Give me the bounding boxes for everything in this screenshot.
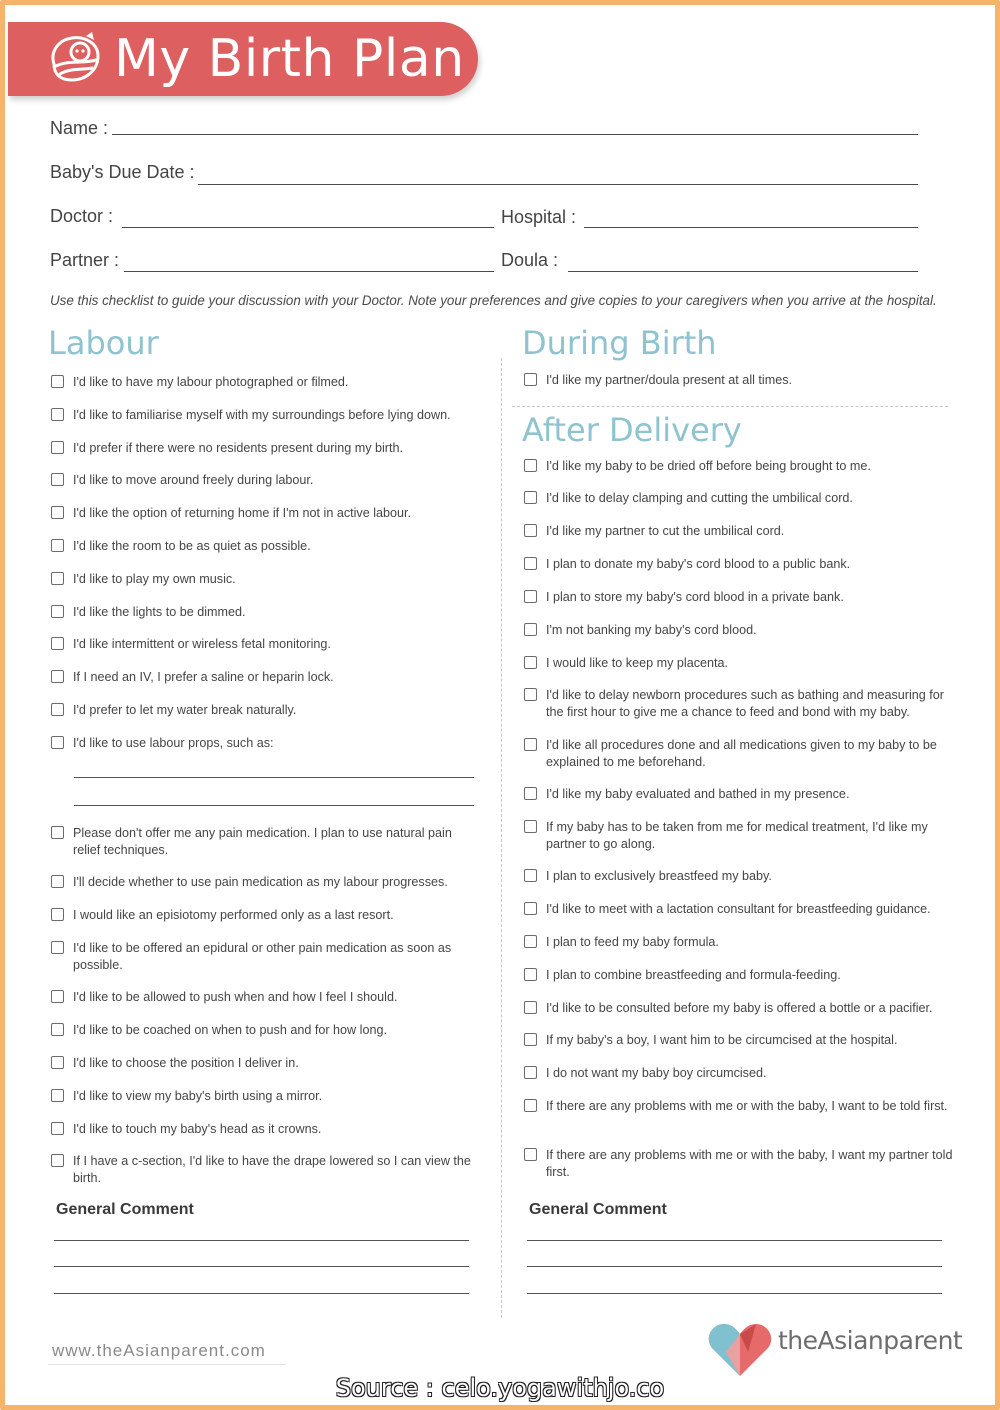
after-delivery-item[interactable] xyxy=(524,934,954,951)
labour-item[interactable] xyxy=(51,374,471,391)
labour-pain-item-label: I'll decide whether to use pain medication as my labour progresses. xyxy=(73,875,448,889)
checkbox[interactable] xyxy=(524,491,537,504)
after-delivery-item[interactable] xyxy=(524,622,954,639)
checkbox[interactable] xyxy=(524,524,537,537)
swaddled-baby-icon xyxy=(46,30,104,84)
after-delivery-item-label: I'd like to delay clamping and cutting the umbilical cord. xyxy=(546,491,853,505)
checkbox[interactable] xyxy=(51,908,64,921)
checkbox[interactable] xyxy=(51,473,64,486)
checkbox[interactable] xyxy=(51,1122,64,1135)
footer-url[interactable]: www.theAsianparent.com xyxy=(52,1341,266,1360)
labour-item-label: I'd like to have my labour photographed or filmed. xyxy=(73,375,349,389)
after-delivery-item-label: I plan to exclusively breastfeed my baby. xyxy=(546,869,772,883)
footer-underline xyxy=(48,1364,286,1365)
checkbox[interactable] xyxy=(524,902,537,915)
after-delivery-item-label: I would like to keep my placenta. xyxy=(546,656,729,670)
after-delivery-item[interactable] xyxy=(524,737,954,770)
after-delivery-item-label: I'd like my baby to be dried off before being brought to me. xyxy=(546,459,871,473)
labour-item-label: I'd like to familiarise myself with my surroundings before lying down. xyxy=(73,408,451,422)
checkbox[interactable] xyxy=(524,590,537,603)
checkbox[interactable] xyxy=(51,941,64,954)
during-birth-item[interactable] xyxy=(524,372,954,389)
checkbox[interactable] xyxy=(524,1099,537,1112)
doctor-label: Doctor : xyxy=(50,206,114,226)
labour-item-label: I'd like to use labour props, such as: xyxy=(73,736,274,750)
checkbox[interactable] xyxy=(524,1033,537,1046)
labour-pain-item-label: Please don't offer me any pain medication. I plan to use natural pain relief techniques. xyxy=(73,826,452,857)
labour-item-label: I'd like to play my own music. xyxy=(73,572,236,586)
heart-logo-icon xyxy=(708,1322,772,1378)
labour-comment-line-1[interactable] xyxy=(54,1240,469,1241)
after-delivery-item[interactable] xyxy=(524,458,954,475)
labour-pain-item[interactable] xyxy=(51,940,471,973)
checkbox[interactable] xyxy=(51,1023,64,1036)
after-delivery-comment-line-2[interactable] xyxy=(527,1266,942,1267)
due-date-field[interactable] xyxy=(198,184,918,185)
after-delivery-item[interactable] xyxy=(524,655,954,672)
labour-item-label: I'd prefer if there were no residents present during my birth. xyxy=(73,441,404,455)
checkbox[interactable] xyxy=(51,605,64,618)
labour-item-label: I'd like to move around freely during labour. xyxy=(73,473,314,487)
labour-item-label: I'd like intermittent or wireless fetal monitoring. xyxy=(73,637,331,651)
after-delivery-item-label: I plan to store my baby's cord blood in a private bank. xyxy=(546,590,844,604)
labour-item[interactable] xyxy=(51,702,471,719)
checkbox[interactable] xyxy=(524,738,537,751)
checkbox[interactable] xyxy=(51,1056,64,1069)
checkbox[interactable] xyxy=(524,656,537,669)
checkbox[interactable] xyxy=(51,572,64,585)
checkbox[interactable] xyxy=(524,623,537,636)
name-field[interactable] xyxy=(112,134,918,135)
labour-pain-item-label: I'd like to choose the position I deliver in. xyxy=(73,1056,299,1070)
after-delivery-item[interactable] xyxy=(524,556,954,573)
doctor-field[interactable] xyxy=(122,227,494,228)
checkbox[interactable] xyxy=(51,736,64,749)
labour-pain-item[interactable] xyxy=(51,1022,471,1039)
checkbox[interactable] xyxy=(524,935,537,948)
after-delivery-item-label: I plan to donate my baby's cord blood to a public bank. xyxy=(546,557,851,571)
labour-pain-item-label: I'd like to be coached on when to push and for how long. xyxy=(73,1023,387,1037)
checkbox[interactable] xyxy=(51,375,64,388)
after-delivery-item[interactable] xyxy=(524,967,954,984)
after-delivery-item[interactable] xyxy=(524,786,954,803)
labour-pain-item-label: I'd like to touch my baby's head as it crowns. xyxy=(73,1122,322,1136)
labour-comment-line-3[interactable] xyxy=(54,1293,469,1294)
labour-pain-item[interactable] xyxy=(51,1055,471,1072)
after-delivery-item-label: If there are any problems with me or with the baby, I want to be told first. xyxy=(546,1099,948,1113)
labour-item[interactable] xyxy=(51,505,471,522)
labour-pain-item[interactable] xyxy=(51,1121,471,1138)
after-delivery-item-label: I'd like to be consulted before my baby is offered a bottle or a pacifier. xyxy=(546,1001,933,1015)
checkbox[interactable] xyxy=(51,441,64,454)
after-delivery-item-label: I do not want my baby boy circumcised. xyxy=(546,1066,767,1080)
after-delivery-item-label: I'd like to meet with a lactation consultant for breastfeeding guidance. xyxy=(546,902,931,916)
column-divider xyxy=(501,358,502,1318)
labour-heading: Labour xyxy=(48,324,159,362)
after-delivery-item[interactable] xyxy=(524,819,954,852)
after-delivery-item-label: I'm not banking my baby's cord blood. xyxy=(546,623,757,637)
after-delivery-item[interactable] xyxy=(524,1098,954,1115)
labour-comment-line-2[interactable] xyxy=(54,1266,469,1267)
after-delivery-item-label: If my baby has to be taken from me for medical treatment, I'd like my partner to go along. xyxy=(546,820,928,851)
source-watermark: Source : celo.yogawithjo.co xyxy=(335,1374,665,1402)
labour-item[interactable] xyxy=(51,669,471,686)
checkbox[interactable] xyxy=(524,820,537,833)
checkbox[interactable] xyxy=(51,408,64,421)
labour-pain-item-label: I'd like to be allowed to push when and how I feel I should. xyxy=(73,990,398,1004)
labour-pain-item[interactable] xyxy=(51,1088,471,1105)
intro-text: Use this checklist to guide your discussion with your Doctor. Note your preferences and give copies to your caregivers when you arrive at the hospital. xyxy=(50,293,937,308)
after-delivery-item-label: I'd like my baby evaluated and bathed in my presence. xyxy=(546,787,850,801)
labour-item[interactable] xyxy=(51,571,471,588)
checkbox[interactable] xyxy=(524,968,537,981)
checkbox[interactable] xyxy=(51,637,64,650)
labour-props-line-1[interactable] xyxy=(74,777,474,778)
after-delivery-item-label: I'd like my partner to cut the umbilical cord. xyxy=(546,524,785,538)
checkbox[interactable] xyxy=(51,539,64,552)
after-delivery-comment-label: General Comment xyxy=(529,1201,667,1218)
after-delivery-item[interactable] xyxy=(524,1000,954,1017)
checkbox[interactable] xyxy=(524,787,537,800)
section-divider xyxy=(512,406,948,407)
labour-item-label: I'd prefer to let my water break naturally. xyxy=(73,703,297,717)
labour-pain-item[interactable] xyxy=(51,1153,471,1186)
checkbox[interactable] xyxy=(51,506,64,519)
after-delivery-item[interactable] xyxy=(524,868,954,885)
labour-pain-item[interactable] xyxy=(51,989,471,1006)
checkbox[interactable] xyxy=(524,1066,537,1079)
after-delivery-item[interactable] xyxy=(524,1032,954,1049)
labour-item[interactable] xyxy=(51,538,471,555)
labour-item-label: I'd like the option of returning home if I'm not in active labour. xyxy=(73,506,412,520)
labour-pain-item[interactable] xyxy=(51,825,471,858)
after-delivery-item-label: I plan to feed my baby formula. xyxy=(546,935,719,949)
after-delivery-heading: After Delivery xyxy=(522,411,742,449)
checkbox[interactable] xyxy=(51,826,64,839)
after-delivery-item[interactable] xyxy=(524,901,954,918)
checkbox[interactable] xyxy=(51,1089,64,1102)
after-delivery-comment-line-3[interactable] xyxy=(527,1293,942,1294)
labour-pain-item-label: If I have a c-section, I'd like to have the drape lowered so I can view the birth. xyxy=(73,1154,471,1185)
after-delivery-item[interactable] xyxy=(524,1065,954,1082)
labour-pain-item-label: I'd like to view my baby's birth using a mirror. xyxy=(73,1089,323,1103)
after-delivery-comment-line-1[interactable] xyxy=(527,1240,942,1241)
labour-item[interactable] xyxy=(51,735,471,752)
after-delivery-item[interactable] xyxy=(524,490,954,507)
checkbox[interactable] xyxy=(524,1148,537,1161)
after-delivery-item-label: If my baby's a boy, I want him to be circumcised at the hospital. xyxy=(546,1033,898,1047)
labour-pain-item-label: I'd like to be offered an epidural or other pain medication as soon as possible. xyxy=(73,941,452,972)
labour-item-label: If I need an IV, I prefer a saline or heparin lock. xyxy=(73,670,334,684)
labour-comment-label: General Comment xyxy=(56,1201,194,1218)
after-delivery-item[interactable] xyxy=(524,523,954,540)
checkbox[interactable] xyxy=(51,670,64,683)
checkbox[interactable] xyxy=(524,869,537,882)
name-label: Name : xyxy=(50,118,109,138)
labour-item-label: I'd like the room to be as quiet as possible. xyxy=(73,539,311,553)
checkbox[interactable] xyxy=(51,703,64,716)
labour-item[interactable] xyxy=(51,407,471,424)
after-delivery-item-label: I'd like all procedures done and all medications given to my baby to be explained to me beforehand. xyxy=(546,738,937,769)
doula-field[interactable] xyxy=(568,271,918,272)
doula-label: Doula : xyxy=(501,250,559,270)
labour-item-label: I'd like the lights to be dimmed. xyxy=(73,605,246,619)
checkbox[interactable] xyxy=(51,875,64,888)
after-delivery-item[interactable] xyxy=(524,589,954,606)
partner-field[interactable] xyxy=(124,271,494,272)
after-delivery-item-label: I'd like to delay newborn procedures such as bathing and measuring for the first hour to give me a chance to feed and bond with my baby. xyxy=(546,688,944,719)
after-delivery-item-label: If there are any problems with me or with the baby, I want my partner told first. xyxy=(546,1148,953,1179)
after-delivery-item[interactable] xyxy=(524,1147,954,1180)
labour-props-line-2[interactable] xyxy=(74,805,474,806)
brand-logo-text: theAsianparent xyxy=(778,1326,963,1355)
checkbox[interactable] xyxy=(51,1154,64,1167)
page-title: My Birth Plan xyxy=(114,29,465,89)
checkbox[interactable] xyxy=(524,1001,537,1014)
labour-pain-item-label: I would like an episiotomy performed only as a last resort. xyxy=(73,908,394,922)
partner-label: Partner : xyxy=(50,250,120,270)
checkbox[interactable] xyxy=(524,373,537,386)
labour-pain-item[interactable] xyxy=(51,874,471,891)
checkbox[interactable] xyxy=(524,459,537,472)
during-birth-heading: During Birth xyxy=(522,324,717,362)
checkbox[interactable] xyxy=(524,557,537,570)
after-delivery-item-label: I plan to combine breastfeeding and formula-feeding. xyxy=(546,968,841,982)
labour-pain-item[interactable] xyxy=(51,907,471,924)
labour-item[interactable] xyxy=(51,636,471,653)
due-date-label: Baby's Due Date : xyxy=(50,162,195,182)
labour-item[interactable] xyxy=(51,472,471,489)
labour-item[interactable] xyxy=(51,440,471,457)
labour-item[interactable] xyxy=(51,604,471,621)
hospital-field[interactable] xyxy=(584,227,918,228)
during-birth-item-label: I'd like my partner/doula present at all times. xyxy=(546,373,792,387)
checkbox[interactable] xyxy=(51,990,64,1003)
checkbox[interactable] xyxy=(524,688,537,701)
hospital-label: Hospital : xyxy=(501,207,577,227)
after-delivery-item[interactable] xyxy=(524,687,954,720)
